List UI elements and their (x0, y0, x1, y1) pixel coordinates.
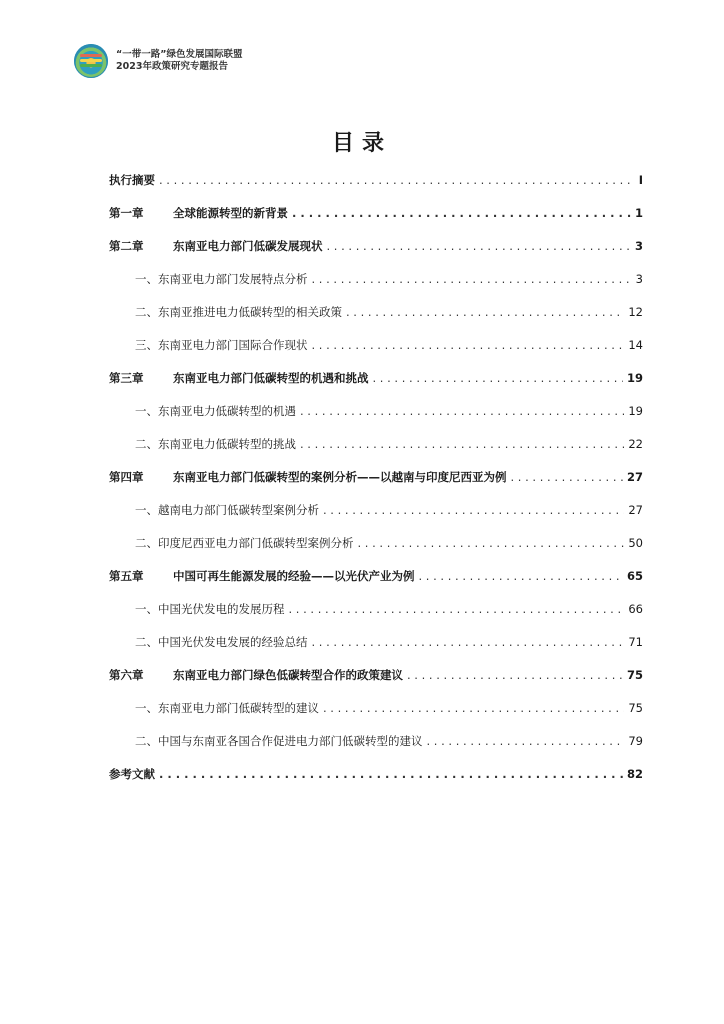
toc-page-number: 19 (626, 371, 643, 385)
toc-entry-number: 第二章 (109, 239, 144, 253)
dot-leader (373, 368, 623, 388)
toc-page-number: 27 (626, 470, 643, 484)
toc-entry-title: 东南亚电力部门发展特点分析 (158, 272, 308, 286)
toc-entry-number: 一、 (135, 272, 158, 286)
toc-entry-label (135, 434, 296, 454)
toc-section-row[interactable] (109, 533, 643, 553)
toc-entry-title: 东南亚电力低碳转型的机遇 (158, 404, 296, 418)
dot-leader (312, 335, 625, 355)
dot-leader (346, 302, 624, 322)
toc-page-number: 82 (626, 767, 643, 781)
dot-leader (427, 731, 625, 751)
toc-section-row[interactable] (109, 698, 643, 718)
toc-page-number: 14 (628, 338, 643, 352)
toc-section-row[interactable] (109, 599, 643, 619)
toc-entry-label (135, 500, 319, 520)
toc-entry-title: 全球能源转型的新背景 (173, 206, 288, 220)
toc-entry-title: 越南电力部门低碳转型案例分析 (158, 503, 319, 517)
toc-section-row[interactable] (109, 335, 643, 355)
header-line-2: 2023年政策研究专题报告 (116, 61, 228, 72)
toc-entry-label (135, 269, 308, 289)
toc-entry-number: 第五章 (109, 569, 144, 583)
toc-entry-label (109, 368, 369, 388)
toc-page-number: 27 (628, 503, 643, 517)
toc-section-row[interactable] (109, 302, 643, 322)
toc-page-number: 75 (626, 668, 643, 682)
report-header (74, 44, 243, 78)
toc-entry-label (109, 764, 155, 784)
toc-entry-title: 东南亚电力部门绿色低碳转型合作的政策建议 (173, 668, 403, 682)
toc-entry-label (135, 335, 308, 355)
toc-chapter-row[interactable] (109, 203, 643, 223)
toc-entry-title: 东南亚电力部门低碳转型的建议 (158, 701, 319, 715)
toc-page-number: 79 (628, 734, 643, 748)
dot-leader (323, 698, 624, 718)
toc-entry-title: 东南亚电力部门国际合作现状 (158, 338, 308, 352)
toc-entry-title: 东南亚推进电力低碳转型的相关政策 (158, 305, 342, 319)
toc-page-number: 75 (628, 701, 643, 715)
toc-entry-number: 一、 (135, 701, 158, 715)
dot-leader (327, 236, 631, 256)
toc-section-row[interactable] (109, 269, 643, 289)
toc-entry-title: 中国可再生能源发展的经验——以光伏产业为例 (173, 569, 415, 583)
toc-entry-number: 二、 (135, 734, 158, 748)
toc-entry-number: 二、 (135, 536, 158, 550)
header-text (116, 49, 243, 73)
alliance-logo-icon (74, 44, 108, 78)
toc-section-row[interactable] (109, 434, 643, 454)
toc-section-row[interactable] (109, 632, 643, 652)
toc-section-row[interactable] (109, 500, 643, 520)
toc-chapter-row[interactable] (109, 566, 643, 586)
toc-entry-label (135, 302, 342, 322)
toc-chapter-row[interactable] (109, 665, 643, 685)
toc-page-number: 1 (634, 206, 643, 220)
dot-leader (289, 599, 625, 619)
toc-entry-title: 东南亚电力部门低碳转型的机遇和挑战 (173, 371, 369, 385)
dot-leader (312, 269, 632, 289)
dot-leader (292, 203, 631, 223)
dot-leader (159, 170, 635, 190)
toc-chapter-row[interactable] (109, 764, 643, 784)
dot-leader (358, 533, 625, 553)
toc-page-number: 3 (634, 239, 643, 253)
toc-entry-title: 东南亚电力部门低碳转型的案例分析——以越南与印度尼西亚为例 (173, 470, 507, 484)
dot-leader (300, 434, 624, 454)
page-title: 目录 (331, 131, 392, 156)
toc-chapter-row[interactable] (109, 467, 643, 487)
toc-entry-number: 一、 (135, 602, 158, 616)
toc-entry-label (109, 203, 288, 223)
toc-entry-label (135, 632, 308, 652)
toc-entry-label (135, 533, 354, 553)
toc-entry-number: 一、 (135, 503, 158, 517)
toc-page-number: 66 (628, 602, 643, 616)
toc-entry-title: 东南亚电力低碳转型的挑战 (158, 437, 296, 451)
toc-page-number: 71 (628, 635, 643, 649)
dot-leader (407, 665, 623, 685)
toc-entry-label (135, 401, 296, 421)
dot-leader (312, 632, 625, 652)
dot-leader (419, 566, 623, 586)
toc-entry-number: 二、 (135, 437, 158, 451)
toc-chapter-row[interactable] (109, 170, 643, 190)
dot-leader (300, 401, 624, 421)
toc-entry-title: 印度尼西亚电力部门低碳转型案例分析 (158, 536, 354, 550)
toc-entry-title: 中国与东南亚各国合作促进电力部门低碳转型的建议 (158, 734, 423, 748)
dot-leader (323, 500, 624, 520)
toc-entry-label (135, 698, 319, 718)
toc-chapter-row[interactable] (109, 236, 643, 256)
toc-page-number: 22 (628, 437, 643, 451)
header-line-1: “一带一路”绿色发展国际联盟 (116, 49, 243, 60)
toc-entry-number: 二、 (135, 305, 158, 319)
toc-entry-label (135, 599, 285, 619)
toc-page-number: 3 (635, 272, 643, 286)
toc-entry-label (109, 467, 507, 487)
toc-entry-title: 中国光伏发电发展的经验总结 (158, 635, 308, 649)
toc-entry-title: 中国光伏发电的发展历程 (158, 602, 285, 616)
toc-entry-title: 参考文献 (109, 767, 155, 781)
toc-page-number: 65 (626, 569, 643, 583)
dot-leader (159, 764, 623, 784)
toc-chapter-row[interactable] (109, 368, 643, 388)
toc-entry-number: 二、 (135, 635, 158, 649)
toc-page-number: I (638, 173, 643, 187)
toc-page-number: 12 (628, 305, 643, 319)
toc-entry-number: 一、 (135, 404, 158, 418)
toc-entry-number: 三、 (135, 338, 158, 352)
toc-entry-number: 第六章 (109, 668, 144, 682)
toc-page-number: 19 (628, 404, 643, 418)
toc-section-row[interactable] (109, 401, 643, 421)
dot-leader (511, 467, 623, 487)
toc-entry-label (109, 566, 415, 586)
toc-entry-title: 东南亚电力部门低碳发展现状 (173, 239, 323, 253)
toc-entry-number: 第一章 (109, 206, 144, 220)
toc-entry-number: 第三章 (109, 371, 144, 385)
toc-entry-title: 执行摘要 (109, 173, 155, 187)
toc-entry-label (109, 236, 323, 256)
toc-page-number: 50 (628, 536, 643, 550)
toc-entry-number: 第四章 (109, 470, 144, 484)
toc-entry-label (109, 665, 403, 685)
toc-section-row[interactable] (109, 731, 643, 751)
toc-entry-label (135, 731, 423, 751)
toc-entry-label (109, 170, 155, 190)
